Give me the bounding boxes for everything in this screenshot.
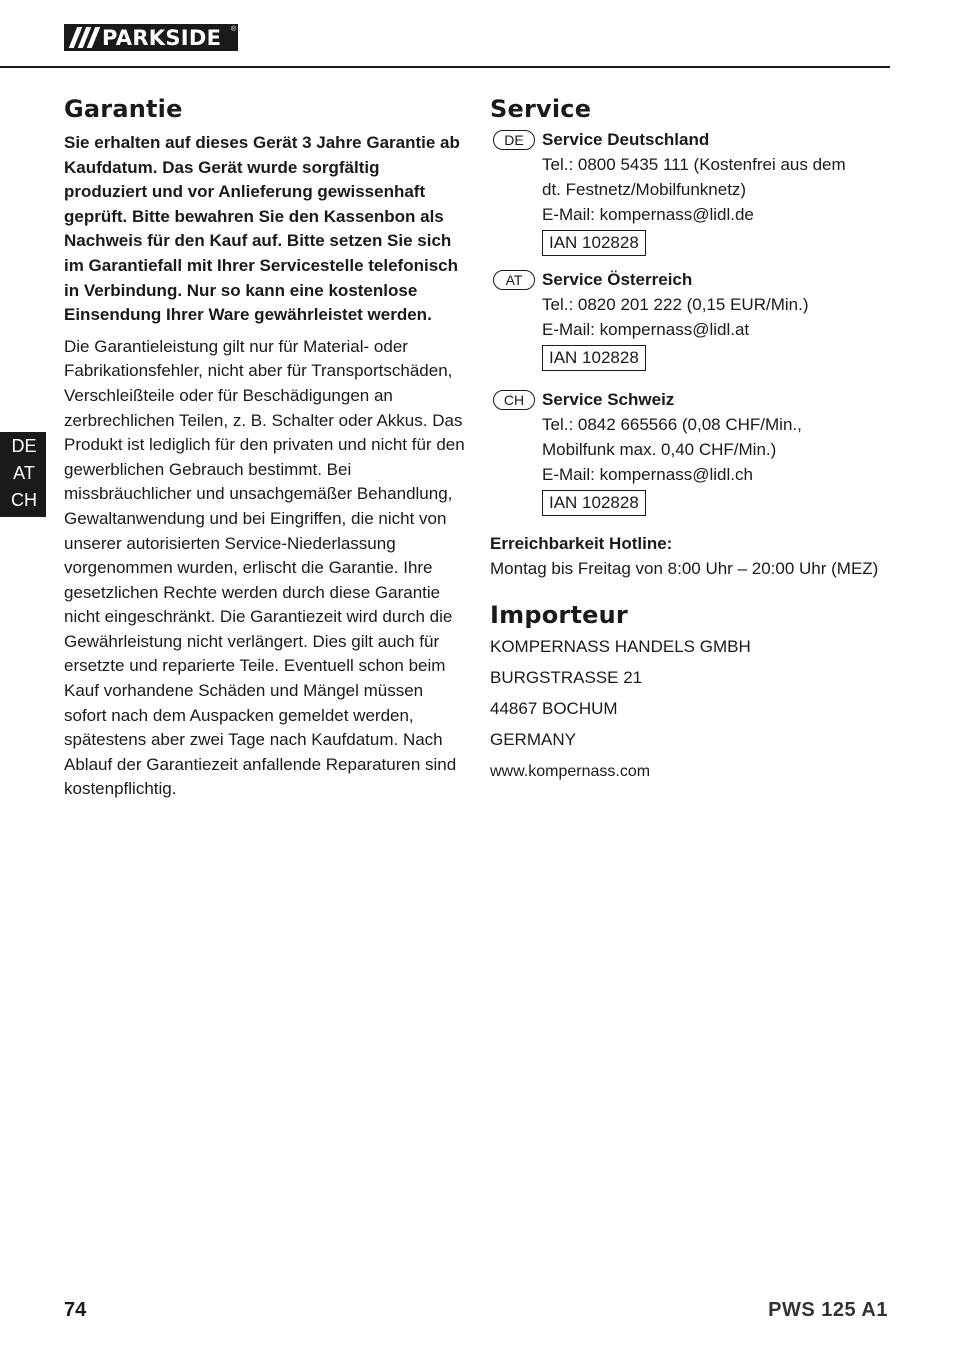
model-number: PWS 125 A1 [768, 1299, 888, 1321]
address-line: KOMPERNASS HANDELS GMBH [490, 637, 751, 656]
garantie-heading: Garantie [64, 95, 183, 123]
service-email-de: E-Mail: kompernass@lidl.de [542, 205, 754, 224]
service-line: dt. Festnetz/Mobilfunknetz) [542, 180, 747, 199]
hotline-label: Erreichbarkeit Hotline: [490, 534, 673, 553]
service-email-ch: E-Mail: kompernass@lidl.ch [542, 465, 753, 484]
ian-box-ch: IAN 102828 [542, 490, 646, 516]
service-line: Mobilfunk max. 0,40 CHF/Min.) [542, 440, 777, 459]
parkside-logo [64, 24, 238, 51]
address-line: GERMANY [490, 730, 576, 749]
importeur-heading: Importeur [490, 601, 628, 629]
website-text: www.kompernass.com [490, 763, 651, 780]
service-heading: Service [490, 95, 592, 123]
country-badge-ch: CH [493, 390, 535, 410]
address-line: 44867 BOCHUM [490, 699, 618, 718]
address-line: BURGSTRASSE 21 [490, 668, 643, 687]
language-tab [0, 432, 46, 517]
service-entry-ch [490, 387, 900, 516]
service-title-ch: Service Schweiz [542, 390, 675, 409]
service-column [490, 93, 900, 787]
service-email-at: E-Mail: kompernass@lidl.at [542, 320, 750, 339]
service-entry-at [490, 267, 900, 371]
importeur-address [490, 631, 900, 787]
service-title-de: Service Deutschland [542, 130, 710, 149]
garantie-section [64, 93, 466, 802]
garantie-body: Die Garantieleistung gilt nur für Material- oder Fabrikationsfehler, nicht aber für Transportschäden, Verschleißteile oder für Beschädigungen an zerbrechlichen Teilen, z. B. Schalter oder Akkus. Das Produkt ist lediglich für den privaten und nicht für den gewerblichen Gebrauch bestimmt. Bei missbräuchlicher und unsachgemäßer Behandlung, Gewaltanwendung und bei Eingriffen, die nicht von unserer autorisierten Service-Niederlassung vorgenommen wurden, erlischt die Garantie. Ihre gesetzlichen Rechte werden durch diese Garantie nicht eingeschränkt. Die Garantiezeit wird durch die Gewährleistung nicht verlängert. Dies gilt auch für ersetzte und reparierte Teile. Eventuell schon beim Kauf vorhandene Schäden und Mängel müssen sofort nach dem Auspacken gemeldet werden, spätestens aber zwei Tage nach Kaufdatum. Nach Ablauf der Garantiezeit anfallende Reparaturen sind kostenpflichtig. [64, 336, 465, 799]
hotline-block [490, 531, 900, 581]
lang-de: DE [11, 436, 37, 456]
service-line: Tel.: 0800 5435 111 (Kostenfrei aus dem [542, 155, 846, 174]
country-badge-de: DE [493, 130, 535, 150]
logo-slashes-icon [64, 24, 100, 51]
garantie-intro: Sie erhalten auf dieses Gerät 3 Jahre Garantie ab Kaufdatum. Das Gerät wurde sorgfältig produziert und vor Anlieferung gewissenhaft geprüft. Bitte bewahren Sie den Kassenbon als Nachweis für den Kauf auf. Bitte setzen Sie sich im Garantiefall mit Ihrer Servicestelle telefonisch in Verbindung. Nur so kann eine kostenlose Einsendung Ihrer Ware gewährleistet werden. [64, 133, 460, 325]
ian-box-at: IAN 102828 [542, 345, 646, 371]
header-divider [0, 66, 890, 68]
service-title-at: Service Österreich [542, 270, 693, 289]
lang-at: AT [13, 463, 35, 483]
registered-icon: ® [230, 26, 236, 33]
country-badge-at: AT [493, 270, 535, 290]
ian-box-de: IAN 102828 [542, 230, 646, 256]
service-entry-de [490, 127, 900, 256]
hotline-hours: Montag bis Freitag von 8:00 Uhr – 20:00 Uhr (MEZ) [490, 559, 879, 578]
page-number: 74 [64, 1299, 87, 1321]
brand-name: PARKSIDE [102, 25, 222, 50]
lang-ch: CH [11, 490, 37, 510]
service-line: Tel.: 0842 665566 (0,08 CHF/Min., [542, 415, 802, 434]
service-line: Tel.: 0820 201 222 (0,15 EUR/Min.) [542, 295, 809, 314]
